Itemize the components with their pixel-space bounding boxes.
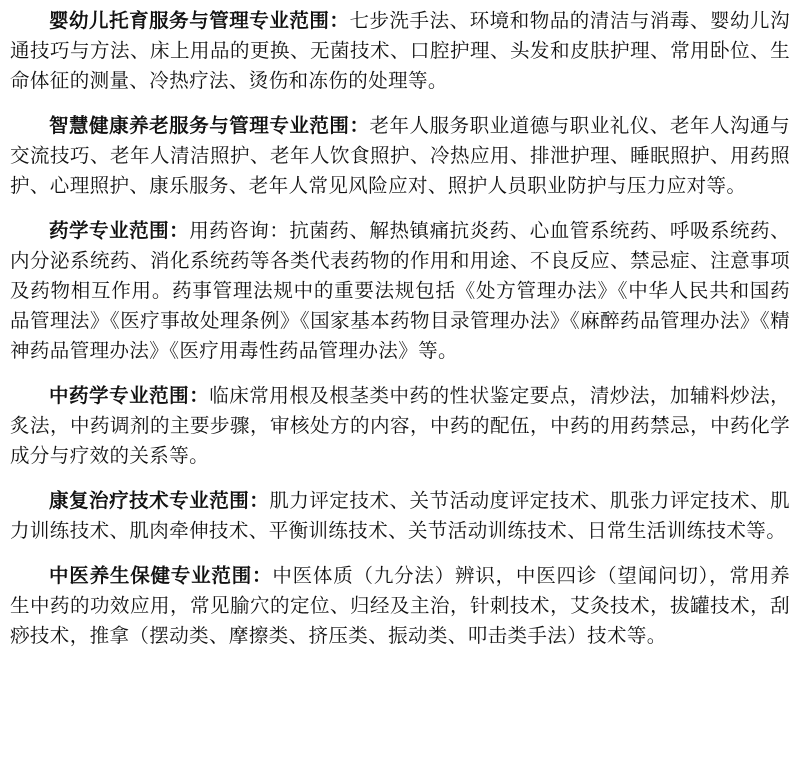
section-heading: 药学专业范围： (49, 219, 190, 242)
section-heading: 康复治疗技术专业范围： (49, 489, 270, 512)
section-pharmacy (10, 216, 790, 366)
section-text: 中医体质（九分法）辨识，中医四诊（望闻问切），常用养生中药的功效应用，常见腧穴的定位、归经及主治，针刺技术，艾灸技术，拔罐技术，刮痧技术，推拿（摆动类、摩擦类、挤压类、振动类、叩击类手法）技术等。 (10, 564, 790, 647)
section-text: 肌力评定技术、关节活动度评定技术、肌张力评定技术、肌力训练技术、肌肉牵伸技术、平衡训练技术、关节活动训练技术、日常生活训练技术等。 (10, 489, 790, 542)
section-text: 用药咨询：抗菌药、解热镇痛抗炎药、心血管系统药、呼吸系统药、内分泌系统药、消化系统药等各类代表药物的作用和用途、不良反应、禁忌症、注意事项及药物相互作用。药事管理法规中的重要法规包括《处方管理办法》《中华人民共和国药品管理法》《医疗事故处理条例》《国家基本药物目录管理办法》《麻醉药品管理办法》《精神药品管理办法》《医疗用毒性药品管理办法》等。 (10, 219, 790, 362)
section-rehabilitation (10, 486, 790, 546)
section-text: 老年人服务职业道德与职业礼仪、老年人沟通与交流技巧、老年人清洁照护、老年人饮食照护、冷热应用、排泄护理、睡眠照护、用药照护、心理照护、康乐服务、老年人常见风险应对、照护人员职业防护与压力应对等。 (10, 114, 790, 197)
section-elderly-care (10, 111, 790, 201)
section-infant-care (10, 6, 790, 96)
section-heading: 中医养生保健专业范围： (49, 564, 273, 587)
section-heading: 智慧健康养老服务与管理专业范围： (49, 114, 370, 137)
section-heading: 婴幼儿托育服务与管理专业范围： (49, 9, 350, 32)
document-body (10, 6, 790, 651)
section-tcm-health (10, 561, 790, 651)
section-text: 七步洗手法、环境和物品的清洁与消毒、婴幼儿沟通技巧与方法、床上用品的更换、无菌技术、口腔护理、头发和皮肤护理、常用卧位、生命体征的测量、冷热疗法、烫伤和冻伤的处理等。 (10, 9, 790, 92)
section-heading: 中药学专业范围： (49, 384, 210, 407)
section-text: 临床常用根及根茎类中药的性状鉴定要点，清炒法，加辅料炒法，炙法，中药调剂的主要步骤，审核处方的内容，中药的配伍，中药的用药禁忌，中药化学成分与疗效的关系等。 (10, 384, 790, 467)
section-tcm-pharmacy (10, 381, 790, 471)
